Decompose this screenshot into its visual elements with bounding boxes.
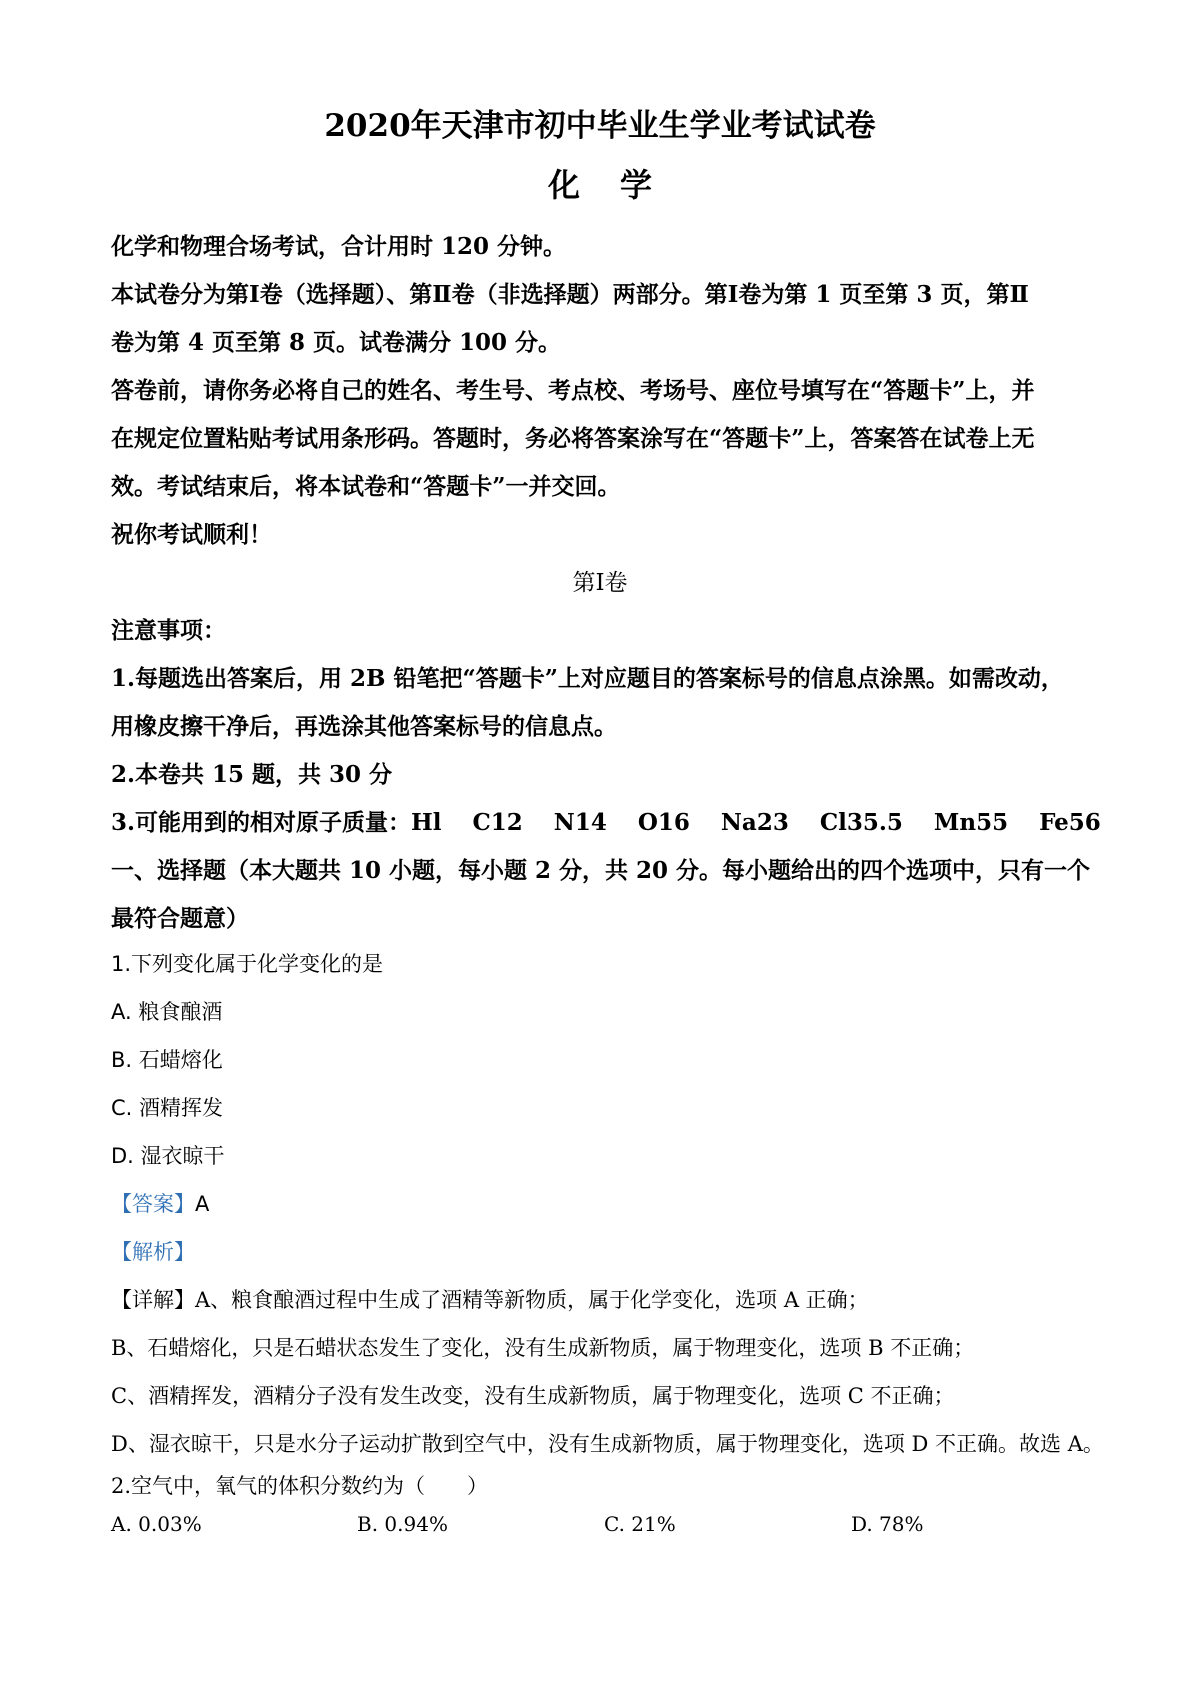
notice-1a: 1.每题选出答案后，用 2B 铅笔把“答题卡”上对应题目的答案标号的信息点涂黑。如需改动， xyxy=(111,665,1064,692)
notice-3: 3.可能用到的相对原子质量：Hl C12 N14 O16 Na23 Cl35.5 Mn55 Fe56 xyxy=(111,809,1101,836)
q1-stem: 1.下列变化属于化学变化的是 xyxy=(111,952,384,976)
q1-option-a: A. 粮食酿酒 xyxy=(111,1000,223,1024)
notice-2: 2.本卷共 15 题，共 30 分 xyxy=(111,761,393,788)
notice-label: 注意事项： xyxy=(111,617,226,644)
page-title: 2020年天津市初中毕业生学业考试试卷 xyxy=(324,108,876,144)
intro-line-1: 化学和物理合场考试，合计用时 120 分钟。 xyxy=(111,233,567,260)
intro-line-7: 祝你考试顺利！ xyxy=(111,521,272,548)
intro-line-3: 卷为第 4 页至第 8 页。试卷满分 100 分。 xyxy=(111,329,562,356)
q1-answer xyxy=(111,1188,209,1218)
section-heading: 第Ⅰ卷 xyxy=(572,570,628,596)
analysis-label: 【解析】 xyxy=(111,1240,195,1264)
q1-option-c: C. 酒精挥发 xyxy=(111,1096,224,1120)
subject-title: 化学 xyxy=(547,166,692,204)
q1-option-b: B. 石蜡熔化 xyxy=(111,1048,223,1072)
q1-detail-4: D、湿衣晾干，只是水分子运动扩散到空气中，没有生成新物质，属于物理变化，选项 D 不正确。故选 A。 xyxy=(111,1432,1104,1456)
q2-stem: 2.空气中，氧气的体积分数约为（ ） xyxy=(111,1474,489,1498)
q1-detail-1: 【详解】A、粮食酿酒过程中生成了酒精等新物质，属于化学变化，选项 A 正确； xyxy=(111,1288,869,1312)
q2-option-b: B. 0.94% xyxy=(357,1512,448,1536)
part-1-heading-b: 最符合题意） xyxy=(111,905,249,932)
q1-detail-3: C、酒精挥发，酒精分子没有发生改变，没有生成新物质，属于物理变化，选项 C 不正确； xyxy=(111,1384,955,1408)
answer-value: A xyxy=(195,1192,210,1216)
part-1-heading-a: 一、选择题（本大题共 10 小题，每小题 2 分，共 20 分。每小题给出的四个选项中，只有一个 xyxy=(111,857,1091,884)
q1-detail-2: B、石蜡熔化，只是石蜡状态发生了变化，没有生成新物质，属于物理变化，选项 B 不正确； xyxy=(111,1336,975,1360)
q1-option-d: D. 湿衣晾干 xyxy=(111,1144,225,1168)
q2-option-c: C. 21% xyxy=(604,1512,676,1536)
answer-label: 【答案】 xyxy=(111,1192,195,1216)
intro-line-5: 在规定位置粘贴考试用条形码。答题时，务必将答案涂写在“答题卡”上，答案答在试卷上无 xyxy=(111,425,1035,452)
q2-option-a: A. 0.03% xyxy=(111,1512,202,1536)
intro-line-4: 答卷前，请你务必将自己的姓名、考生号、考点校、考场号、座位号填写在“答题卡”上，并 xyxy=(111,377,1035,404)
notice-1b: 用橡皮擦干净后，再选涂其他答案标号的信息点。 xyxy=(111,713,617,740)
intro-line-6: 效。考试结束后，将本试卷和“答题卡”一并交回。 xyxy=(111,473,621,500)
intro-line-2: 本试卷分为第Ⅰ卷（选择题）、第Ⅱ卷（非选择题）两部分。第Ⅰ卷为第 1 页至第 3 页，第Ⅱ xyxy=(111,281,1029,308)
q2-option-d: D. 78% xyxy=(851,1512,924,1536)
